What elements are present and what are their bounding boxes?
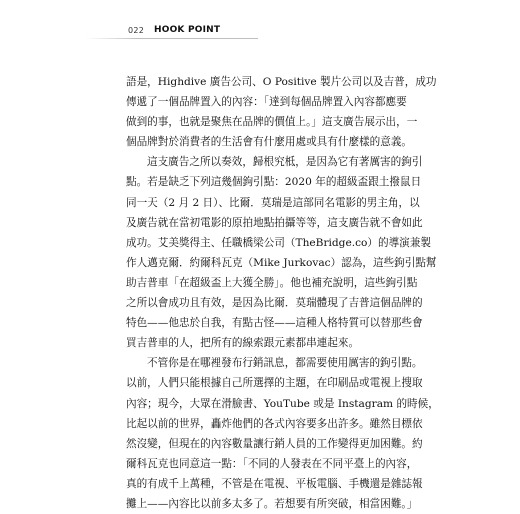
text-line: 做到的事，也就是聚焦在品牌的價值上。」這支廣告展示出，一 (126, 116, 418, 129)
text-line: 攤上——內容比以前多太多了。若想要有所突破，相當困難。」 (126, 497, 418, 510)
text-line: 個品牌對於消費者的生活會有什麼用處或具有什麼樣的意義。 (126, 136, 413, 149)
text-line: 成功。艾美獎得主、任職橋梁公司（TheBridge.co）的導演兼製 (126, 236, 431, 249)
body-text (126, 72, 439, 514)
header-rule (86, 38, 258, 39)
text-line: 助吉普車「在超級盃上大獲全勝」。他也補充說明，這些鉤引點 (126, 276, 418, 289)
paragraph-start-line: 不管你是在哪裡發布行銷訊息，都需要使用厲害的鉤引點。 (147, 357, 423, 370)
text-line: 以前，人們只能根據自己所選擇的主題，在印刷品或電視上搜取 (126, 377, 423, 390)
running-header (86, 26, 258, 40)
text-line: 點。若是缺乏下列這幾個鉤引點：2020 年的超級盃跟土撥鼠日 (126, 176, 422, 189)
text-line: 及廣告就在當初電影的原拍地點拍攝等等，這支廣告就不會如此 (126, 216, 423, 229)
text-line: 作人邁克爾．約爾科瓦克（Mike Jurkovac）認為，這些鉤引點幫 (126, 256, 437, 269)
text-line: 之所以會成功且有效，是因為比爾．莫瑞體現了吉普這個品牌的 (126, 297, 423, 310)
page-number: 022 (128, 26, 145, 35)
text-line: 比起以前的世界，轟炸他們的各式內容要多出許多。雖然目標依 (126, 417, 423, 430)
book-title: HOOK POINT (154, 25, 221, 35)
text-line: 然沒變，但現在的內容數量讓行銷人員的工作變得更加困難。約 (126, 437, 423, 450)
text-line: 傳遞了一個品牌置入的內容：「達到每個品牌置入內容都應要 (126, 96, 407, 109)
text-line: 內容；現今，大眾在滑臉書、YouTube 或是 Instagram 的時候， (126, 397, 439, 410)
text-line: 同一天（2 月 2 日）、比爾．莫瑞是這部同名電影的男主角，以 (126, 196, 420, 209)
paragraph-start-line: 這支廣告之所以奏效，歸根究柢，是因為它有著厲害的鉤引 (147, 156, 423, 169)
text-line: 買吉普車的人，把所有的線索跟元素都串連起來。 (126, 337, 360, 350)
text-line: 語是，Highdive 廣告公司、O Positive 製片公司以及吉普，成功 (126, 76, 437, 88)
text-line: 爾科瓦克也同意這一點：「不同的人發表在不同平臺上的內容， (126, 457, 418, 470)
text-line: 真的有成千上萬種，不管是在電視、平板電腦、手機還是雜誌報 (126, 477, 423, 490)
text-line: 特色——他忠於自我，有點古怪——這種人格特質可以替那些會 (126, 317, 423, 330)
